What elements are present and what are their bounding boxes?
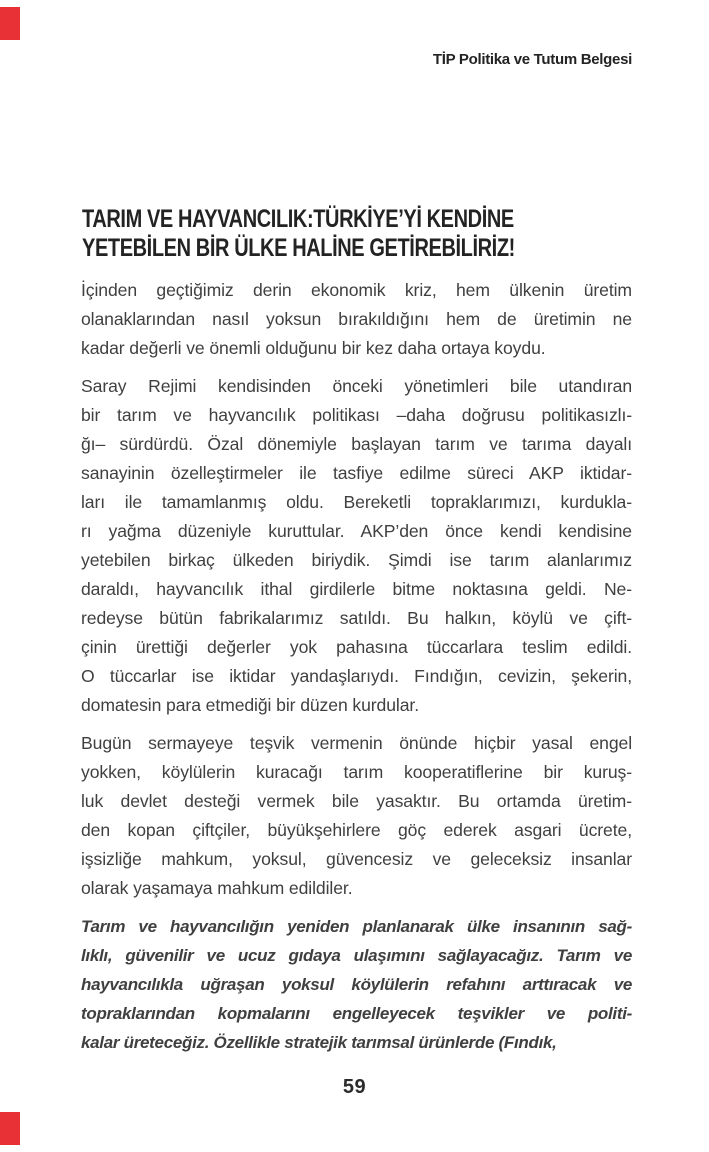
paragraph-line: İçinden geçtiğimiz derin ekonomik kriz, hem ülkenin üretim — [81, 280, 632, 300]
section-heading-line-2: YETEBİLEN BİR ÜLKE HALİNE GETİREBİLİRİZ! — [82, 234, 515, 262]
page-number: 59 — [342, 1076, 367, 1098]
paragraph-line: ları ile tamamlanmış oldu. Bereketli topraklarımızı, kurdukla- — [81, 492, 632, 512]
paragraph-line: hayvancılıkla uğraşan yoksul köylülerin refahını arttıracak ve — [81, 975, 632, 994]
paragraph-line: lıklı, güvenilir ve ucuz gıdaya ulaşımını sağlayacağız. Tarım ve — [81, 946, 632, 965]
paragraph-line: luk devlet desteği vermek bile yasaktır. Bu ortamda üretim- — [81, 791, 632, 811]
paragraph-line: ğı– sürdürdü. Özal dönemiyle başlayan tarım ve tarıma dayalı — [81, 434, 632, 454]
paragraph-line: topraklarından kopmalarını engelleyecek teşvikler ve politi- — [81, 1004, 632, 1023]
paragraph-line: yetebilen birkaç ülkeden biriydik. Şimdi ise tarım alanlarımız — [81, 550, 632, 570]
paragraph — [81, 372, 632, 720]
paragraph-line: Tarım ve hayvancılığın yeniden planlanarak ülke insanının sağ- — [81, 917, 632, 936]
paragraph-line: işsizliğe mahkum, yoksul, güvencesiz ve geleceksiz insanlar — [81, 849, 632, 869]
paragraph — [81, 729, 632, 903]
paragraph-line: daraldı, hayvancılık ithal girdilerle bitme noktasına geldi. Ne- — [81, 579, 632, 599]
red-edge-marker-top — [0, 7, 20, 40]
paragraph-line: O tüccarlar ise iktidar yandaşlarıydı. Fındığın, cevizin, şekerin, — [81, 666, 632, 686]
paragraph-line: redeyse bütün fabrikalarımız satıldı. Bu halkın, köylü ve çift- — [81, 608, 632, 628]
paragraph-line: sanayinin özelleştirmeler ile tasfiye edilme süreci AKP iktidar- — [81, 463, 632, 483]
paragraph — [81, 912, 632, 1057]
paragraph-line: olarak yaşamaya mahkum edildiler. — [81, 878, 353, 898]
paragraph-line: bir tarım ve hayvancılık politikası –daha doğrusu politikasızlı- — [81, 405, 632, 425]
paragraph — [81, 276, 632, 363]
paragraph-line: yokken, köylülerin kuracağı tarım kooperatiflerine bir kuruş- — [81, 762, 632, 782]
section-heading — [82, 205, 702, 263]
running-header: TİP Politika ve Tutum Belgesi — [432, 51, 632, 68]
paragraph-line: domatesin para etmediği bir düzen kurdular. — [81, 695, 419, 715]
red-edge-marker-bottom — [0, 1112, 20, 1145]
paragraph-line: den kopan çiftçiler, büyükşehirlere göç ederek asgari ücrete, — [81, 820, 632, 840]
paragraph-line: kalar üreteceğiz. Özellikle stratejik tarımsal ürünlerde (Fındık, — [81, 1033, 557, 1052]
paragraph-line: kadar değerli ve önemli olduğunu bir kez daha ortaya koydu. — [81, 338, 546, 358]
paragraph-line: Bugün sermayeye teşvik vermenin önünde hiçbir yasal engel — [81, 733, 632, 753]
paragraph-line: olanaklarından nasıl yoksun bırakıldığını hem de üretimin ne — [81, 309, 632, 329]
body-text — [81, 276, 632, 1066]
paragraph-line: çinin ürettiği değerler yok pahasına tüccarlara teslim edildi. — [81, 637, 632, 657]
paragraph-line: rı yağma düzeniyle kuruttular. AKP’den önce kendi kendisine — [81, 521, 632, 541]
section-heading-line-1: TARIM VE HAYVANCILIK:TÜRKİYE’Yİ KENDİNE — [82, 205, 514, 233]
paragraph-line: Saray Rejimi kendisinden önceki yönetimleri bile utandıran — [81, 376, 632, 396]
